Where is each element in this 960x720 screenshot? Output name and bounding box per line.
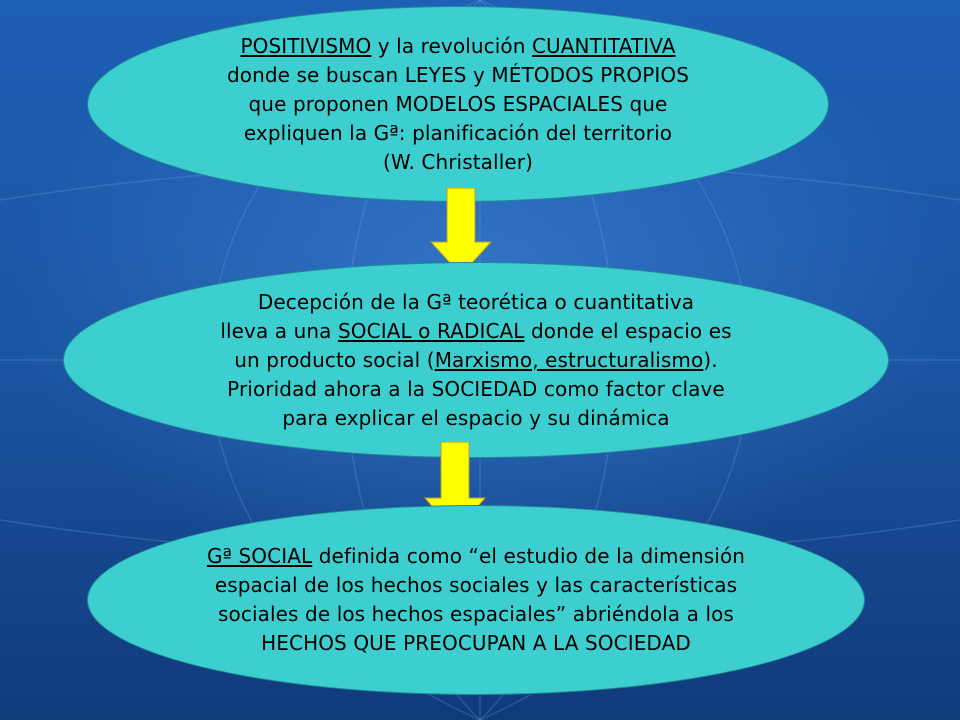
underlined-term: Marxismo, estructuralismo xyxy=(434,347,704,372)
node-text-line xyxy=(220,346,731,375)
text-segment: y la revolución xyxy=(371,33,532,58)
text-segment: expliquen la Gª: planificación del territorio xyxy=(243,120,673,145)
node-text-line xyxy=(207,629,745,658)
node-text-line xyxy=(220,288,731,317)
text-segment: ). xyxy=(703,347,718,372)
node-text-line xyxy=(227,119,689,148)
node-text-line xyxy=(220,404,731,433)
text-segment: Decepción de la Gª teorética o cuantitativa xyxy=(257,289,695,314)
node-geografia-social-text xyxy=(207,542,745,658)
text-segment: donde el espacio es xyxy=(524,318,732,343)
underlined-term: POSITIVISMO xyxy=(240,33,372,58)
node-social-radical xyxy=(63,262,889,458)
node-text-line xyxy=(207,600,745,629)
node-text-line xyxy=(207,571,745,600)
text-segment: espacial de los hechos sociales y las características xyxy=(214,573,738,597)
text-segment: donde se buscan LEYES y MÉTODOS PROPIOS xyxy=(226,62,690,87)
node-text-line xyxy=(227,148,689,177)
node-text-line xyxy=(227,61,689,90)
text-segment: (W. Christaller) xyxy=(383,149,533,174)
node-positivismo-text xyxy=(227,32,689,177)
text-segment: lleva a una xyxy=(220,318,338,343)
node-text-line xyxy=(227,90,689,119)
text-segment: HECHOS QUE PREOCUPAN A LA SOCIEDAD xyxy=(261,631,691,655)
node-social-radical-text xyxy=(220,288,731,433)
node-text-line xyxy=(220,375,731,404)
underlined-term: SOCIAL o RADICAL xyxy=(338,318,525,343)
text-segment: que proponen MODELOS ESPACIALES que xyxy=(248,91,668,116)
underlined-term: CUANTITATIVA xyxy=(531,33,676,58)
text-segment: un producto social ( xyxy=(234,347,435,372)
text-segment: definida como “el estudio de la dimensión xyxy=(312,544,746,568)
text-segment: sociales de los hechos espaciales” abriéndola a los xyxy=(218,602,734,626)
underlined-term: Gª SOCIAL xyxy=(206,544,313,568)
node-text-line xyxy=(207,542,745,571)
node-geografia-social xyxy=(87,505,865,695)
text-segment: para explicar el espacio y su dinámica xyxy=(282,405,670,430)
node-text-line xyxy=(220,317,731,346)
node-text-line xyxy=(227,32,689,61)
text-segment: Prioridad ahora a la SOCIEDAD como factor clave xyxy=(227,376,725,401)
node-positivismo xyxy=(87,6,829,202)
